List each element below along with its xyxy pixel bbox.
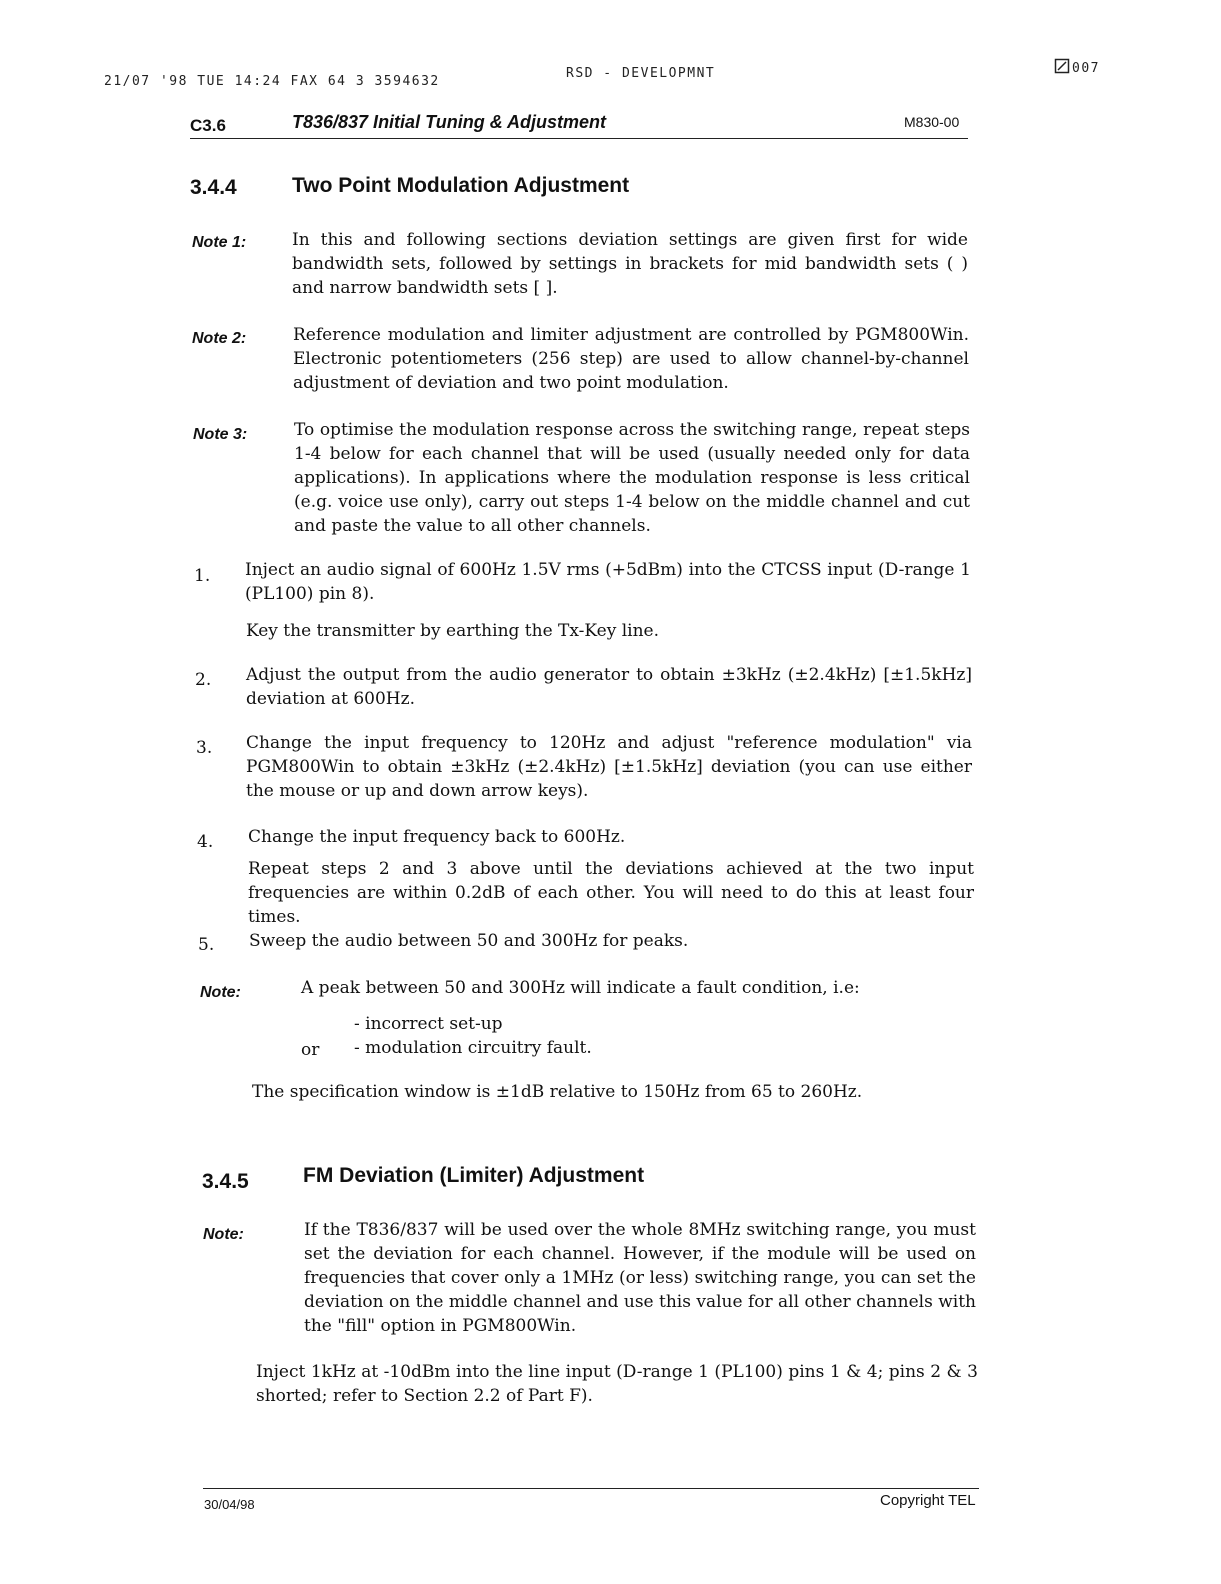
- step-4-extra: Repeat steps 2 and 3 above until the deviations achieved at the two input frequencies are within 0.2dB of each other. You will need to do this at least four times.: [248, 859, 974, 927]
- step-2-text: Adjust the output from the audio generator to obtain ±3kHz (±2.4kHz) [±1.5kHz] deviation at 600Hz.: [246, 665, 972, 709]
- final-note-text: A peak between 50 and 300Hz will indicate a fault condition, i.e:: [301, 978, 860, 998]
- section-345-title: FM Deviation (Limiter) Adjustment: [303, 1164, 645, 1187]
- final-note-bullet-2: - modulation circuitry fault.: [354, 1038, 592, 1058]
- note-3-text: To optimise the modulation response across the switching range, repeat steps 1-4 below for each channel that will be used (usually needed only for data applications). In applications where the modulation response is less critical (e.g. voice use only), carry out steps 1-4 below on the middle channel and cut and paste the value to all other channels.: [294, 420, 970, 536]
- section-344-title: Two Point Modulation Adjustment: [292, 174, 630, 197]
- step-3-number: 3.: [196, 738, 213, 758]
- fax-page-indicator: [1054, 58, 1100, 79]
- fax-page-number: 007: [1072, 61, 1100, 76]
- section-345-note-label: Note:: [203, 1226, 244, 1243]
- doc-id: M830-00: [904, 114, 960, 130]
- final-note-label: Note:: [200, 984, 241, 1001]
- step-4-number: 4.: [197, 832, 214, 852]
- header-rule: [190, 138, 968, 139]
- footer-rule: [203, 1488, 979, 1489]
- step-1-text: Inject an audio signal of 600Hz 1.5V rms (+5dBm) into the CTCSS input (D-range 1 (PL100) pin 8).: [245, 560, 971, 604]
- footer-copyright: Copyright TEL: [880, 1492, 976, 1509]
- step-4-text: Change the input frequency back to 600Hz.: [248, 827, 626, 847]
- fax-header-center: RSD - DEVELOPMNT: [566, 66, 716, 81]
- final-note-or: or: [301, 1040, 320, 1060]
- section-code: C3.6: [190, 116, 226, 135]
- note-2-label: Note 2:: [192, 330, 247, 347]
- fax-page-icon: [1054, 58, 1070, 79]
- note-1-text: In this and following sections deviation settings are given first for wide bandwidth sets, followed by settings in brackets for mid bandwidth sets ( ) and narrow bandwidth sets [ ].: [292, 230, 968, 298]
- inject-instruction: Inject 1kHz at -10dBm into the line input (D-range 1 (PL100) pins 1 & 4; pins 2 & 3 shorted; refer to Section 2.2 of Part F).: [256, 1362, 978, 1406]
- note-2-text: Reference modulation and limiter adjustment are controlled by PGM800Win. Electronic potentiometers (256 step) are used to allow channel-by-channel adjustment of deviation and two point modulation.: [293, 325, 969, 393]
- section-344-number: 3.4.4: [190, 176, 237, 199]
- footer-date: 30/04/98: [204, 1497, 255, 1512]
- step-5-number: 5.: [198, 935, 215, 955]
- note-3-label: Note 3:: [193, 426, 248, 443]
- step-2-number: 2.: [195, 670, 212, 690]
- step-3-text: Change the input frequency to 120Hz and adjust "reference modulation" via PGM800Win to obtain ±3kHz (±2.4kHz) [±1.5kHz] deviation (you can use either the mouse or up and down arrow keys).: [246, 733, 972, 801]
- page-title: T836/837 Initial Tuning & Adjustment: [292, 112, 607, 132]
- specification-text: The specification window is ±1dB relative to 150Hz from 65 to 260Hz.: [252, 1082, 863, 1102]
- fax-header-line: 21/07 '98 TUE 14:24 FAX 64 3 3594632: [104, 74, 440, 89]
- section-345-number: 3.4.5: [202, 1170, 249, 1193]
- note-1-label: Note 1:: [192, 234, 247, 251]
- final-note-bullet-1: - incorrect set-up: [354, 1014, 503, 1034]
- step-1-extra: Key the transmitter by earthing the Tx-Key line.: [246, 621, 660, 641]
- step-5-text: Sweep the audio between 50 and 300Hz for peaks.: [249, 931, 689, 951]
- section-345-note-text: If the T836/837 will be used over the whole 8MHz switching range, you must set the deviation for each channel. However, if the module will be used on frequencies that cover only a 1MHz (or less) switching range, you can set the deviation on the middle channel and use this value for all other channels with the "fill" option in PGM800Win.: [304, 1220, 976, 1336]
- step-1-number: 1.: [194, 566, 211, 586]
